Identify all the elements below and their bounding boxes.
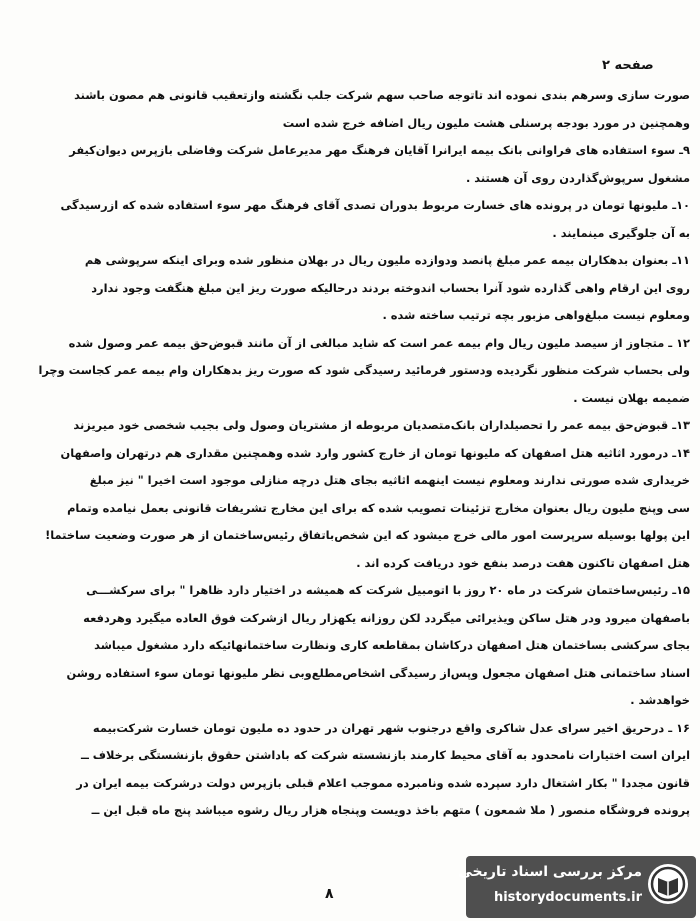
text-line: به آن جلوگیری مینمایند . <box>552 225 690 240</box>
text-line: وهمچنین در مورد بودجه پرسنلی هشت ملیون ریال اضافه خرج شده است <box>282 115 690 130</box>
text-line: ومعلوم نیست مبلغ‌واهی مزبور بچه ترتیب ساخته شده . <box>382 308 690 322</box>
text-line: ۱۵ـ رئیس‌ساختمان شرکت در ماه ۲۰ روز با اتومبیل شرکت که همیشه در اختیار دارد ظاهرا " برای سرکشـــی <box>86 583 690 597</box>
watermark-site-name: مرکز بررسی اسناد تاریخی <box>458 864 642 880</box>
text-line: صورت سازی وسرهم بندی نموده اند تاتوجه صاحب سهم شرکت جلب نگشته وازتعقیب قانونی هم مصون باشند <box>74 88 690 102</box>
text-line: ۱۳ـ قبوض‌حق بیمه عمر را تحصیلداران بانک‌متصدیان مربوطه از مشتریان وصول ولی بجیب شخصی خود میریزند <box>73 418 690 432</box>
text-line: این پولها بوسیله سرپرست امور مالی خرج میشود که این شخص‌باتفاق رئیس‌ساختمان از هر صورت وضعیت ساختما! <box>45 528 690 542</box>
text-line: ۹ـ سوء استفاده های فراوانی بانک بیمه ایرانرا آقایان فرهنگ مهر مدیرعامل شرکت وفاضلی بازپرس دیوان‌کیفر <box>69 143 690 157</box>
text-line: ۱۶ ـ درحریق اخیر سرای عدل شاکری واقع درجنوب شهر تهران در حدود ده ملیون تومان خسارت شرکت‌بیمه <box>92 720 690 735</box>
text-line: هتل اصفهان تاکنون هفت درصد بنفع خود دریافت کرده اند . <box>356 555 690 570</box>
text-line: پرونده فروشگاه منصور ( ملا شمعون ) متهم باخذ دویست وپنجاه هزار ریال رشوه میباشد پنج ماه قبل این ــ <box>91 803 690 817</box>
watermark-url[interactable]: historydocuments.ir <box>493 890 642 905</box>
text-line: باصفهان میرود ودر هتل ساکن ویذیرائی میگردد لکن روزانه یکهزار ریال ازشرکت فوق العاده میگیرد وهردفعه <box>83 610 690 625</box>
text-line: ۱۱ـ بعنوان بدهکاران بیمه عمر مبلغ‌ پانصد ودوازده ملیون ریال در بهلان منظور شده وبرای اینکه سرپوشی هم <box>84 253 690 267</box>
text-line: ولی بحساب شرکت منظور نگردیده ودستور فرمائید رسیدگی شود که صورت ریز بدهکاران وام بیمه عمر کجاست وچرا <box>38 363 690 377</box>
text-line: روی این ارقام واهی گذارده شود آنرا بحساب اندوخته بردند درحالیکه صورت ریز این مبلغ هنگفت وجود ندارد <box>91 280 690 295</box>
book-seal-icon <box>646 862 690 906</box>
page-number-label: صفحه ۲ <box>602 58 654 73</box>
text-line: ۱۲ ـ متجاوز از سیصد ملیون ریال وام بیمه عمر است که شاید مبالغی از آن مانند قبوض‌حق بیمه عمر وصول شده <box>68 335 690 350</box>
page-footer-number: ۸ <box>325 886 334 902</box>
text-line: خواهدشد . <box>630 693 690 707</box>
text-line: ایران است اختیارات نامحدود به آقای محیط کارمند بازنشسته شرکت که باداشتن حقوق بازنشستگی برخلاف ــ <box>81 748 690 762</box>
text-line: قانون مجددا " بکار اشتغال دارد سپرده شده ونامبرده مموجب اعلام قبلی بازپرس دولت درشرکت بیمه ایران در <box>76 775 690 790</box>
text-line: مشغول سرپوش‌گذاردن روی آن هستند . <box>466 170 690 185</box>
site-watermark <box>458 856 696 918</box>
document-body <box>14 82 690 825</box>
text-line: ۱۴ـ درمورد اثاثیه هتل اصفهان که ملیونها تومان از خارج کشور وارد شده وهمچنین مقداری هم درتهران واصفهان <box>60 445 690 460</box>
text-line: خریداری شده صورتی ندارند ومعلوم نیست اینهمه اثاثیه بجای هتل درچه منازلی موجود است اخیرا " نیز مبلغ <box>89 473 690 487</box>
text-line: ضمیمه بهلان نیست . <box>573 390 690 405</box>
text-line: اسناد ساختمانی هتل اصفهان مجعول وپس‌از رسیدگی اشخاص‌مطلع‌وبی نظر ملیونها تومان سوء استفاده روشن <box>66 665 690 680</box>
text-line: سی وپنج ملیون ریال بعنوان مخارج تزئینات تصویب شده که برای این مخارج تشریفات قانونی بعمل نیامده وتمام <box>67 500 690 515</box>
text-line: ۱۰ـ ملیونها تومان در پرونده های خسارت مربوط بدوران تصدی آقای فرهنگ مهر سوء استفاده شده که ازرسیدگی <box>60 198 690 212</box>
text-line: بجای سرکشی بساختمان هتل اصفهان درکاشان بمقاطعه کاری ونظارت ساختمانهائیکه دارد مشغول میباشد <box>94 638 690 652</box>
